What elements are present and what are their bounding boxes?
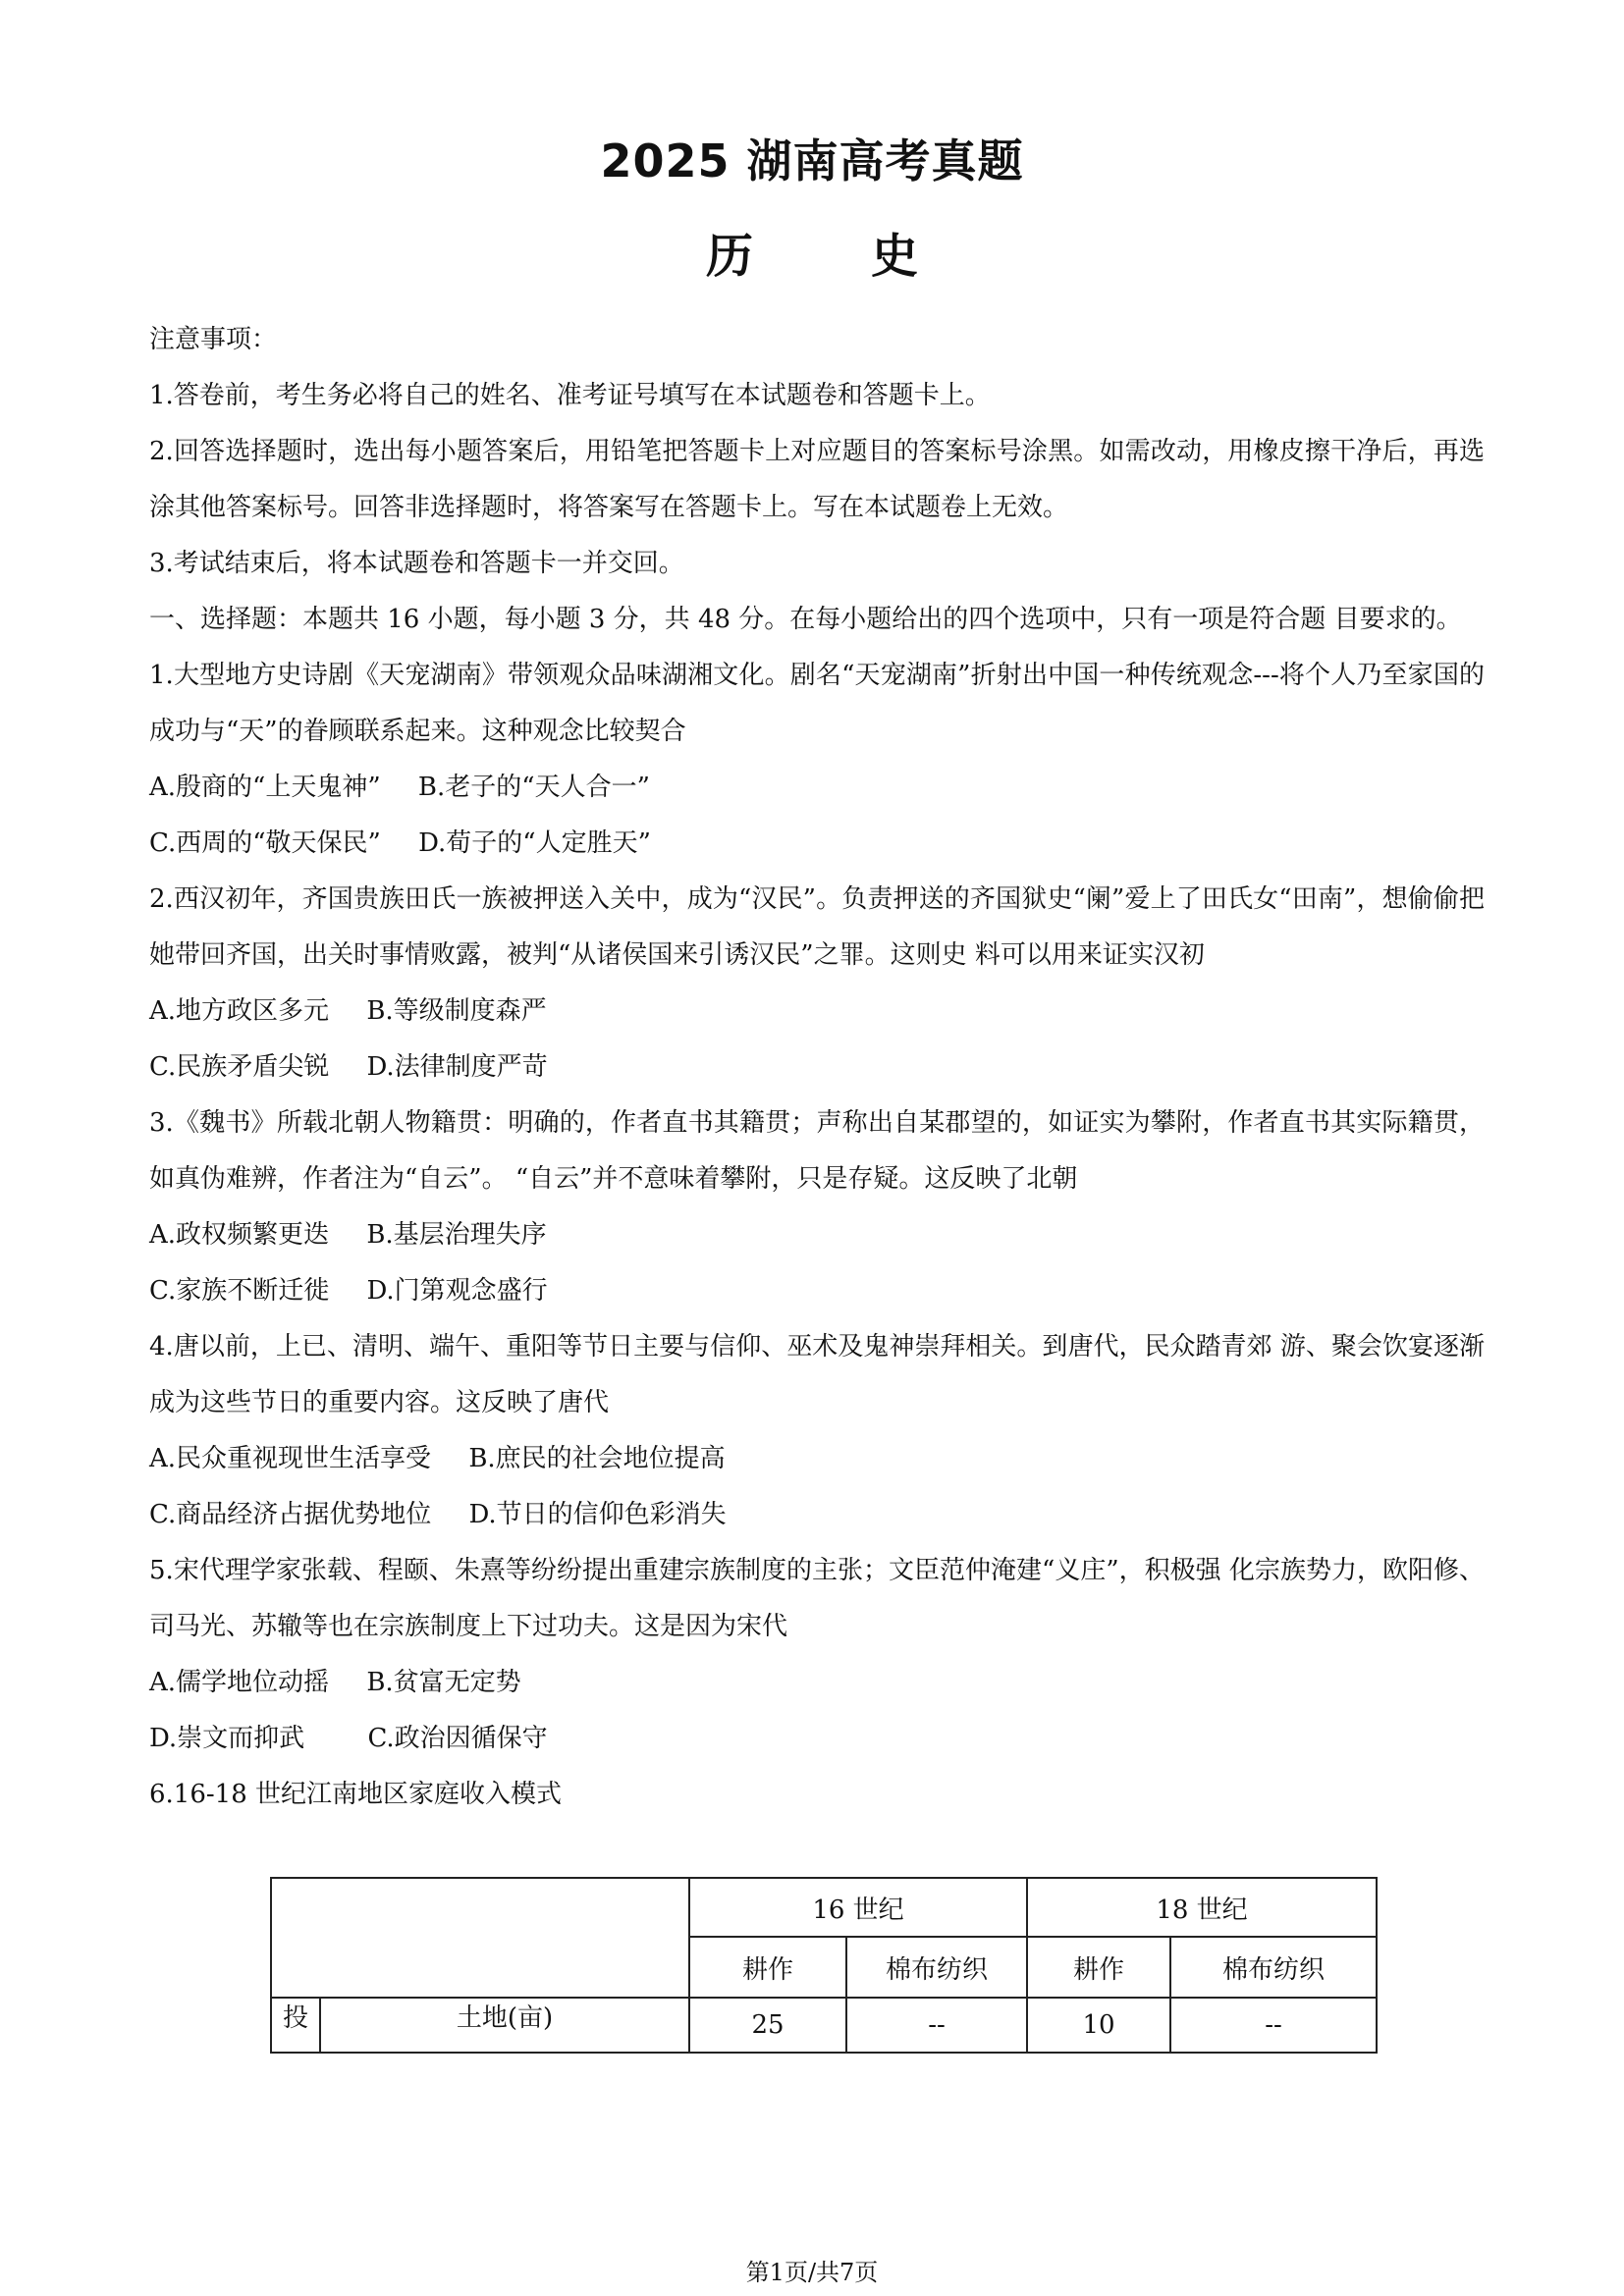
table-row-head: 投	[271, 1998, 320, 2053]
option: A.地方政区多元	[149, 996, 330, 1026]
table-cell: 10	[1027, 1998, 1170, 2053]
option-row	[149, 1040, 1485, 1095]
subject-title: 历史	[705, 229, 1036, 284]
table-subheader: 棉布纺织	[1170, 1937, 1377, 1998]
option: D.法律制度严苛	[366, 1052, 548, 1082]
option: A.政权频繁更迭	[149, 1220, 330, 1250]
option-row	[149, 760, 1485, 816]
table-subheader: 耕作	[1027, 1937, 1170, 1998]
question-stem: 1.大型地方史诗剧《天宠湖南》带领观众品味湖湘文化。剧名“天宠湖南”折射出中国一种传统观念---将个人乃至家国的成功与“天”的眷顾联系起来。这种观念比较契合	[149, 661, 1485, 746]
table-header-16c: 16 世纪	[689, 1878, 1027, 1937]
table-cell: --	[1170, 1998, 1377, 2053]
option: C.商品经济占据优势地位	[149, 1500, 432, 1529]
page-number: 第1页/共7页	[745, 2259, 879, 2286]
option: D.节日的信仰色彩消失	[468, 1500, 727, 1529]
option: C.民族矛盾尖锐	[149, 1052, 330, 1082]
option-row	[149, 1431, 1485, 1487]
table-cell: --	[846, 1998, 1027, 2053]
option: B.贫富无定势	[366, 1668, 521, 1697]
table-row-label: 土地(亩)	[320, 1998, 689, 2053]
option: B.等级制度森严	[366, 996, 547, 1026]
option-row	[149, 984, 1485, 1040]
section-heading: 一、选择题：本题共 16 小题，每小题 3 分，共 48 分。在每小题给出的四个选项中，只有一项是符合题 目要求的。	[149, 605, 1462, 634]
option: A.殷商的“上天鬼神”	[149, 773, 381, 802]
exam-title: 2025 湖南高考真题	[600, 134, 1024, 187]
option: C.西周的“敬天保民”	[149, 828, 381, 858]
table-subheader: 耕作	[689, 1937, 846, 1998]
table-subheader: 棉布纺织	[846, 1937, 1027, 1998]
option: A.儒学地位动摇	[149, 1668, 330, 1697]
income-table	[270, 1877, 1378, 2054]
option: B.基层治理失序	[366, 1220, 547, 1250]
option-row	[149, 1711, 1485, 1767]
notice-item: 2.回答选择题时，选出每小题答案后，用铅笔把答题卡上对应题目的答案标号涂黑。如需改动，用橡皮擦干净后，再选涂其他答案标号。回答非选择题时，将答案写在答题卡上。写在本试题卷上无效。	[149, 437, 1485, 522]
option: D.门第观念盛行	[366, 1276, 548, 1306]
option-row	[149, 1263, 1485, 1319]
question-stem: 2.西汉初年，齐国贵族田氏一族被押送入关中，成为“汉民”。负责押送的齐国狱史“阑”爱上了田氏女“田南”，想偷偷把她带回齐国，出关时事情败露，被判“从诸侯国来引诱汉民”之罪。这则史 料可以用来证实汉初	[149, 884, 1485, 970]
option: C.政治因循保守	[367, 1724, 548, 1753]
option: D.荀子的“人定胜天”	[418, 828, 651, 858]
question-stem: 4.唐以前，上已、清明、端午、重阳等节日主要与信仰、巫术及鬼神崇拜相关。到唐代，民众踏青郊 游、聚会饮宴逐渐成为这些节日的重要内容。这反映了唐代	[149, 1332, 1485, 1417]
option: C.家族不断迁徙	[149, 1276, 330, 1306]
option: D.崇文而抑武	[149, 1724, 305, 1753]
table-corner-cell	[271, 1878, 689, 1998]
option: A.民众重视现世生活享受	[149, 1444, 432, 1473]
notice-item: 3.考试结束后，将本试题卷和答题卡一并交回。	[149, 549, 684, 578]
question-stem: 5.宋代理学家张载、程颐、朱熹等纷纷提出重建宗族制度的主张；文臣范仲淹建“义庄”，积极强 化宗族势力，欧阳修、司马光、苏辙等也在宗族制度上下过功夫。这是因为宋代	[149, 1556, 1485, 1641]
option-row	[149, 1207, 1485, 1263]
option: B.庶民的社会地位提高	[468, 1444, 726, 1473]
option-row	[149, 1655, 1485, 1711]
notice-item: 1.答卷前，考生务必将自己的姓名、准考证号填写在本试题卷和答题卡上。	[149, 381, 991, 410]
table-header-18c: 18 世纪	[1027, 1878, 1377, 1937]
exam-content	[149, 312, 1485, 1823]
option-row	[149, 1487, 1485, 1543]
notice-heading: 注意事项：	[149, 325, 278, 354]
option: B.老子的“天人合一”	[417, 773, 650, 802]
question-stem: 3.《魏书》所载北朝人物籍贯：明确的，作者直书其籍贯；声称出自某郡望的，如证实为攀附，作者直书其实际籍贯，如真伪难辨，作者注为“自云”。 “自云”并不意味着攀附，只是存疑。这反映了北朝	[149, 1108, 1485, 1194]
question-stem: 6.16-18 世纪江南地区家庭收入模式	[149, 1780, 563, 1809]
option-row	[149, 816, 1485, 872]
table-cell: 25	[689, 1998, 846, 2053]
